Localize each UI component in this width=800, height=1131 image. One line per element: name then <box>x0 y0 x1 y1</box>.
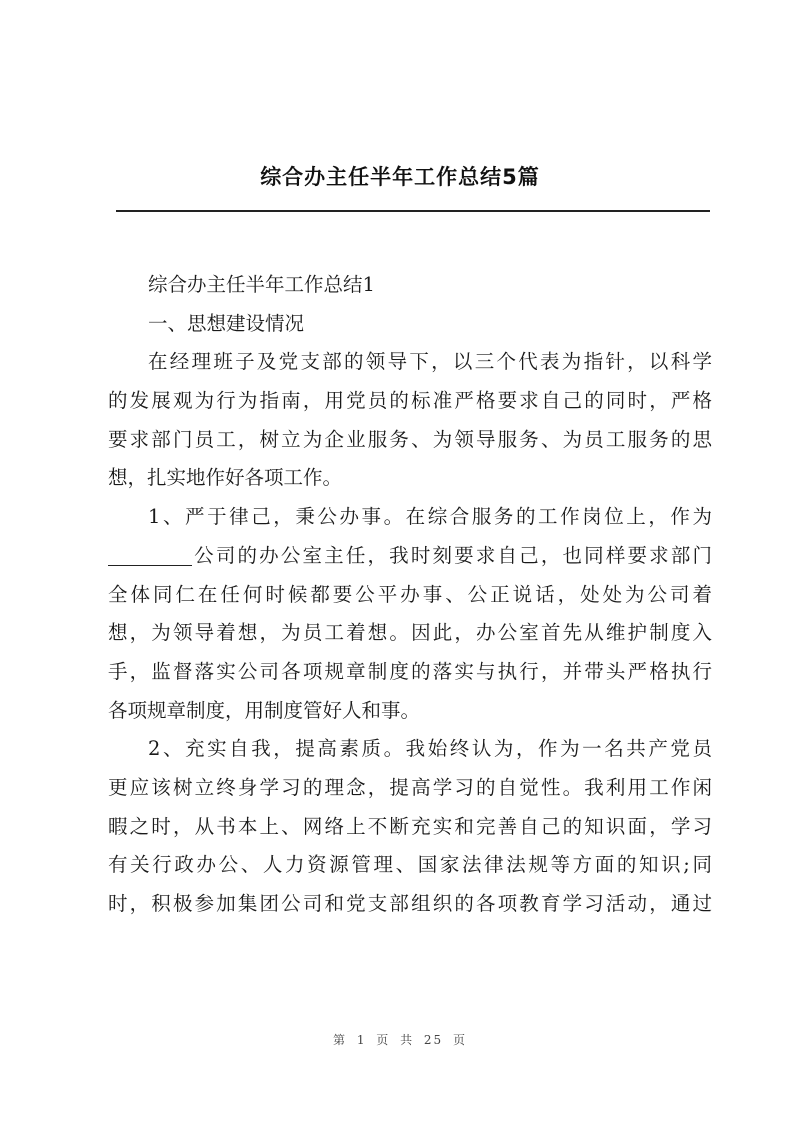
paragraph-line: 在经理班子及党支部的领导下，以三个代表为指针，以科学 <box>148 350 712 374</box>
paragraph-line: 手，监督落实公司各项规章制度的落实与执行，并带头严格执行 <box>108 659 712 683</box>
paragraph-line: 1、严于律己，秉公办事。在综合服务的工作岗位上，作为 <box>148 505 712 529</box>
fill-in-blank <box>108 545 192 566</box>
paragraph-line: 各项规章制度，用制度管好人和事。 <box>108 698 421 722</box>
document-body <box>108 266 712 924</box>
paragraph-line: 想，为领导着想，为员工着想。因此，办公室首先从维护制度入 <box>108 621 712 645</box>
paragraph-line: 时，积极参加集团公司和党支部组织的各项教育学习活动，通过 <box>108 892 712 915</box>
paragraph-line: 要求部门员工，树立为企业服务、为领导服务、为员工服务的思 <box>108 427 712 451</box>
paragraph-line: 有关行政办公、人力资源管理、国家法律法规等方面的知识;同 <box>108 853 712 877</box>
page-number: 第 1 页 共 25 页 <box>333 1033 467 1047</box>
paragraph-line: 全体同仁在任何时候都要公平办事、公正说话，处处为公司着 <box>108 582 712 606</box>
paragraph-line: 2、充实自我，提高素质。我始终认为，作为一名共产党员 <box>148 737 712 761</box>
section-heading: 综合办主任半年工作总结1 <box>148 273 375 296</box>
title-divider <box>116 210 710 212</box>
paragraph-line: 的发展观为行为指南，用党员的标准严格要求自己的同时，严格 <box>108 389 712 413</box>
paragraph-line <box>108 537 712 576</box>
paragraph-line-text: 公司的办公室主任，我时刻要求自己，也同样要求部门 <box>192 543 712 567</box>
paragraph-line: 更应该树立终身学习的理念，提高学习的自觉性。我利用工作闲 <box>108 775 712 799</box>
subsection-heading: 一、思想建设情况 <box>148 311 305 335</box>
paragraph-line: 暇之时，从书本上、网络上不断充实和完善自己的知识面，学习 <box>108 814 712 838</box>
document-title: 综合办主任半年工作总结5篇 <box>260 165 540 189</box>
paragraph-line: 想，扎实地作好各项工作。 <box>108 466 343 490</box>
